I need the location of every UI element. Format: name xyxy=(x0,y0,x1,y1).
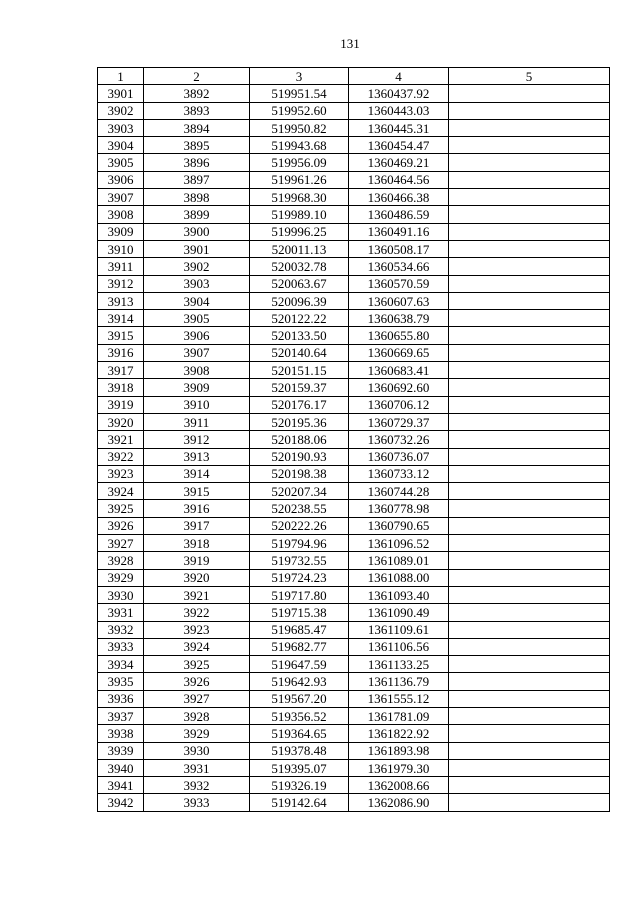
table-cell-col-2: 3892 xyxy=(144,85,250,102)
table-cell-col-5 xyxy=(449,240,610,257)
table-row xyxy=(98,119,610,136)
table-cell-col-4: 1360778.98 xyxy=(349,500,449,517)
table-row xyxy=(98,517,610,534)
table-cell-col-4: 1360508.17 xyxy=(349,240,449,257)
table-cell-col-4: 1360443.03 xyxy=(349,102,449,119)
table-row xyxy=(98,707,610,724)
column-header-3: 3 xyxy=(250,68,349,85)
table-cell-col-3: 519968.30 xyxy=(250,189,349,206)
table-cell-col-3: 519682.77 xyxy=(250,638,349,655)
table-cell-col-1: 3924 xyxy=(98,483,144,500)
table-cell-col-4: 1360469.21 xyxy=(349,154,449,171)
table-cell-col-3: 519142.64 xyxy=(250,794,349,811)
table-cell-col-1: 3940 xyxy=(98,759,144,776)
table-row xyxy=(98,275,610,292)
table-cell-col-2: 3917 xyxy=(144,517,250,534)
table-row xyxy=(98,292,610,309)
table-cell-col-5 xyxy=(449,119,610,136)
table-row xyxy=(98,413,610,430)
table-cell-col-4: 1361106.56 xyxy=(349,638,449,655)
column-header-1: 1 xyxy=(98,68,144,85)
table-cell-col-5 xyxy=(449,85,610,102)
table-row xyxy=(98,552,610,569)
table-row xyxy=(98,483,610,500)
column-header-5: 5 xyxy=(449,68,610,85)
table-cell-col-3: 519943.68 xyxy=(250,137,349,154)
table-cell-col-3: 519952.60 xyxy=(250,102,349,119)
table-cell-col-3: 519717.80 xyxy=(250,586,349,603)
table-row xyxy=(98,586,610,603)
table-cell-col-2: 3894 xyxy=(144,119,250,136)
coordinates-table xyxy=(97,67,610,812)
table-cell-col-4: 1360736.07 xyxy=(349,448,449,465)
table-cell-col-5 xyxy=(449,379,610,396)
table-cell-col-3: 520195.36 xyxy=(250,413,349,430)
table-cell-col-4: 1360683.41 xyxy=(349,362,449,379)
table-cell-col-3: 519989.10 xyxy=(250,206,349,223)
table-cell-col-2: 3905 xyxy=(144,310,250,327)
table-row xyxy=(98,742,610,759)
table-row xyxy=(98,362,610,379)
table-cell-col-5 xyxy=(449,742,610,759)
table-cell-col-5 xyxy=(449,621,610,638)
table-cell-col-5 xyxy=(449,725,610,742)
table-cell-col-4: 1360607.63 xyxy=(349,292,449,309)
table-cell-col-4: 1360706.12 xyxy=(349,396,449,413)
table-cell-col-2: 3931 xyxy=(144,759,250,776)
table-cell-col-4: 1361822.92 xyxy=(349,725,449,742)
table-cell-col-3: 519996.25 xyxy=(250,223,349,240)
table-cell-col-5 xyxy=(449,223,610,240)
table-cell-col-1: 3915 xyxy=(98,327,144,344)
table-cell-col-5 xyxy=(449,759,610,776)
table-cell-col-2: 3928 xyxy=(144,707,250,724)
table-cell-col-4: 1361136.79 xyxy=(349,673,449,690)
table-cell-col-2: 3932 xyxy=(144,777,250,794)
table-row xyxy=(98,137,610,154)
table-row xyxy=(98,171,610,188)
table-cell-col-4: 1360464.56 xyxy=(349,171,449,188)
table-cell-col-2: 3900 xyxy=(144,223,250,240)
table-cell-col-2: 3926 xyxy=(144,673,250,690)
table-cell-col-3: 519732.55 xyxy=(250,552,349,569)
table-cell-col-2: 3899 xyxy=(144,206,250,223)
table-cell-col-1: 3936 xyxy=(98,690,144,707)
table-cell-col-4: 1361133.25 xyxy=(349,656,449,673)
table-cell-col-2: 3904 xyxy=(144,292,250,309)
table-cell-col-2: 3897 xyxy=(144,171,250,188)
table-body xyxy=(98,85,610,811)
table-cell-col-5 xyxy=(449,310,610,327)
table-cell-col-2: 3927 xyxy=(144,690,250,707)
table-cell-col-2: 3924 xyxy=(144,638,250,655)
table-cell-col-4: 1360486.59 xyxy=(349,206,449,223)
table-cell-col-4: 1361096.52 xyxy=(349,535,449,552)
table-cell-col-4: 1361109.61 xyxy=(349,621,449,638)
table-cell-col-4: 1360729.37 xyxy=(349,413,449,430)
table-cell-col-2: 3912 xyxy=(144,431,250,448)
table-row xyxy=(98,431,610,448)
table-cell-col-1: 3917 xyxy=(98,362,144,379)
table-cell-col-4: 1360732.26 xyxy=(349,431,449,448)
table-cell-col-5 xyxy=(449,258,610,275)
table-row xyxy=(98,240,610,257)
table-cell-col-4: 1360790.65 xyxy=(349,517,449,534)
table-cell-col-1: 3908 xyxy=(98,206,144,223)
table-cell-col-1: 3920 xyxy=(98,413,144,430)
table-cell-col-2: 3908 xyxy=(144,362,250,379)
table-cell-col-3: 520122.22 xyxy=(250,310,349,327)
table-cell-col-5 xyxy=(449,673,610,690)
table-cell-col-1: 3926 xyxy=(98,517,144,534)
table-cell-col-5 xyxy=(449,292,610,309)
table-cell-col-5 xyxy=(449,500,610,517)
table-row xyxy=(98,638,610,655)
table-cell-col-1: 3907 xyxy=(98,189,144,206)
table-cell-col-5 xyxy=(449,656,610,673)
table-cell-col-4: 1360534.66 xyxy=(349,258,449,275)
table-row xyxy=(98,656,610,673)
table-row xyxy=(98,379,610,396)
table-cell-col-3: 520140.64 xyxy=(250,344,349,361)
column-header-2: 2 xyxy=(144,68,250,85)
table-cell-col-5 xyxy=(449,552,610,569)
table-cell-col-3: 519715.38 xyxy=(250,604,349,621)
table-cell-col-1: 3913 xyxy=(98,292,144,309)
table-cell-col-3: 519794.96 xyxy=(250,535,349,552)
table-row xyxy=(98,223,610,240)
table-cell-col-2: 3915 xyxy=(144,483,250,500)
table-cell-col-4: 1361093.40 xyxy=(349,586,449,603)
table-cell-col-5 xyxy=(449,604,610,621)
table-row xyxy=(98,189,610,206)
table-row xyxy=(98,604,610,621)
table-cell-col-3: 519956.09 xyxy=(250,154,349,171)
table-cell-col-1: 3903 xyxy=(98,119,144,136)
table-row xyxy=(98,206,610,223)
table-row xyxy=(98,102,610,119)
table-cell-col-1: 3938 xyxy=(98,725,144,742)
table-cell-col-4: 1360491.16 xyxy=(349,223,449,240)
table-row xyxy=(98,396,610,413)
table-cell-col-2: 3913 xyxy=(144,448,250,465)
table-cell-col-4: 1360655.80 xyxy=(349,327,449,344)
table-cell-col-4: 1361979.30 xyxy=(349,759,449,776)
table-cell-col-4: 1361893.98 xyxy=(349,742,449,759)
table-cell-col-4: 1360744.28 xyxy=(349,483,449,500)
table-cell-col-4: 1360733.12 xyxy=(349,465,449,482)
table-cell-col-5 xyxy=(449,189,610,206)
table-cell-col-5 xyxy=(449,275,610,292)
table-cell-col-1: 3901 xyxy=(98,85,144,102)
table-cell-col-4: 1360445.31 xyxy=(349,119,449,136)
table-cell-col-2: 3930 xyxy=(144,742,250,759)
table-cell-col-2: 3895 xyxy=(144,137,250,154)
table-cell-col-4: 1360570.59 xyxy=(349,275,449,292)
table-row xyxy=(98,725,610,742)
table-row xyxy=(98,85,610,102)
column-header-4: 4 xyxy=(349,68,449,85)
table-cell-col-5 xyxy=(449,431,610,448)
table-cell-col-1: 3927 xyxy=(98,535,144,552)
table-cell-col-4: 1362086.90 xyxy=(349,794,449,811)
table-cell-col-3: 519951.54 xyxy=(250,85,349,102)
table-cell-col-1: 3902 xyxy=(98,102,144,119)
table-cell-col-1: 3918 xyxy=(98,379,144,396)
table-cell-col-3: 519647.59 xyxy=(250,656,349,673)
table-cell-col-1: 3925 xyxy=(98,500,144,517)
table-cell-col-5 xyxy=(449,586,610,603)
table-cell-col-1: 3931 xyxy=(98,604,144,621)
table-cell-col-4: 1361090.49 xyxy=(349,604,449,621)
table-cell-col-3: 520032.78 xyxy=(250,258,349,275)
table-row xyxy=(98,690,610,707)
table-cell-col-4: 1362008.66 xyxy=(349,777,449,794)
table-cell-col-3: 520159.37 xyxy=(250,379,349,396)
table-cell-col-2: 3906 xyxy=(144,327,250,344)
table-row xyxy=(98,448,610,465)
table-cell-col-3: 520198.38 xyxy=(250,465,349,482)
table-cell-col-1: 3935 xyxy=(98,673,144,690)
table-cell-col-1: 3923 xyxy=(98,465,144,482)
table-row xyxy=(98,154,610,171)
table-cell-col-5 xyxy=(449,535,610,552)
table-cell-col-5 xyxy=(449,154,610,171)
table-cell-col-1: 3910 xyxy=(98,240,144,257)
table-row xyxy=(98,327,610,344)
table-row xyxy=(98,535,610,552)
table-cell-col-5 xyxy=(449,448,610,465)
table-cell-col-1: 3904 xyxy=(98,137,144,154)
table-cell-col-5 xyxy=(449,206,610,223)
table-cell-col-1: 3942 xyxy=(98,794,144,811)
table-row xyxy=(98,569,610,586)
table-cell-col-3: 519685.47 xyxy=(250,621,349,638)
table-cell-col-3: 519642.93 xyxy=(250,673,349,690)
table-cell-col-3: 519378.48 xyxy=(250,742,349,759)
table-cell-col-5 xyxy=(449,171,610,188)
table-header-row xyxy=(98,68,610,85)
page-number: 131 xyxy=(340,36,360,51)
table-cell-col-1: 3909 xyxy=(98,223,144,240)
table-cell-col-3: 520222.26 xyxy=(250,517,349,534)
table-cell-col-4: 1360692.60 xyxy=(349,379,449,396)
table-cell-col-2: 3907 xyxy=(144,344,250,361)
table-cell-col-2: 3933 xyxy=(144,794,250,811)
table-cell-col-5 xyxy=(449,777,610,794)
table-cell-col-5 xyxy=(449,483,610,500)
table-cell-col-3: 519326.19 xyxy=(250,777,349,794)
table-cell-col-5 xyxy=(449,413,610,430)
table-cell-col-3: 519724.23 xyxy=(250,569,349,586)
table-row xyxy=(98,777,610,794)
table-cell-col-5 xyxy=(449,707,610,724)
table-cell-col-3: 520011.13 xyxy=(250,240,349,257)
table-cell-col-2: 3920 xyxy=(144,569,250,586)
table-cell-col-1: 3929 xyxy=(98,569,144,586)
table-cell-col-1: 3941 xyxy=(98,777,144,794)
table-cell-col-3: 519961.26 xyxy=(250,171,349,188)
table-cell-col-2: 3903 xyxy=(144,275,250,292)
table-cell-col-1: 3916 xyxy=(98,344,144,361)
table-cell-col-4: 1361781.09 xyxy=(349,707,449,724)
table-cell-col-1: 3914 xyxy=(98,310,144,327)
table-cell-col-2: 3918 xyxy=(144,535,250,552)
table-cell-col-2: 3896 xyxy=(144,154,250,171)
table-cell-col-2: 3909 xyxy=(144,379,250,396)
table-row xyxy=(98,759,610,776)
table-cell-col-1: 3905 xyxy=(98,154,144,171)
table-cell-col-4: 1361089.01 xyxy=(349,552,449,569)
table-cell-col-5 xyxy=(449,794,610,811)
table-cell-col-3: 519356.52 xyxy=(250,707,349,724)
table-cell-col-2: 3893 xyxy=(144,102,250,119)
table-cell-col-1: 3906 xyxy=(98,171,144,188)
table-cell-col-2: 3901 xyxy=(144,240,250,257)
table-cell-col-1: 3933 xyxy=(98,638,144,655)
table-cell-col-3: 520176.17 xyxy=(250,396,349,413)
table-cell-col-5 xyxy=(449,517,610,534)
table-row xyxy=(98,794,610,811)
table-cell-col-5 xyxy=(449,690,610,707)
table-row xyxy=(98,465,610,482)
table-cell-col-1: 3939 xyxy=(98,742,144,759)
table-cell-col-3: 520096.39 xyxy=(250,292,349,309)
table-row xyxy=(98,673,610,690)
table-cell-col-5 xyxy=(449,362,610,379)
table-cell-col-3: 519567.20 xyxy=(250,690,349,707)
table-cell-col-2: 3925 xyxy=(144,656,250,673)
table-row xyxy=(98,344,610,361)
table-cell-col-2: 3921 xyxy=(144,586,250,603)
table-row xyxy=(98,500,610,517)
table-cell-col-5 xyxy=(449,396,610,413)
table-cell-col-3: 520133.50 xyxy=(250,327,349,344)
table-cell-col-2: 3929 xyxy=(144,725,250,742)
table-cell-col-1: 3911 xyxy=(98,258,144,275)
table-cell-col-4: 1360669.65 xyxy=(349,344,449,361)
table-cell-col-1: 3930 xyxy=(98,586,144,603)
table-cell-col-1: 3922 xyxy=(98,448,144,465)
table-cell-col-2: 3916 xyxy=(144,500,250,517)
table-cell-col-3: 519364.65 xyxy=(250,725,349,742)
table-cell-col-3: 520238.55 xyxy=(250,500,349,517)
table-row xyxy=(98,310,610,327)
table-cell-col-5 xyxy=(449,137,610,154)
table-cell-col-3: 520207.34 xyxy=(250,483,349,500)
table-cell-col-1: 3934 xyxy=(98,656,144,673)
table-cell-col-2: 3911 xyxy=(144,413,250,430)
table-cell-col-5 xyxy=(449,569,610,586)
table-cell-col-5 xyxy=(449,638,610,655)
table-cell-col-5 xyxy=(449,344,610,361)
table-cell-col-4: 1361088.00 xyxy=(349,569,449,586)
table-cell-col-4: 1360466.38 xyxy=(349,189,449,206)
table-cell-col-2: 3919 xyxy=(144,552,250,569)
table-cell-col-5 xyxy=(449,102,610,119)
table-cell-col-2: 3898 xyxy=(144,189,250,206)
table-cell-col-1: 3932 xyxy=(98,621,144,638)
table-cell-col-1: 3921 xyxy=(98,431,144,448)
table-cell-col-4: 1360638.79 xyxy=(349,310,449,327)
table-row xyxy=(98,621,610,638)
table-cell-col-3: 520190.93 xyxy=(250,448,349,465)
table-cell-col-5 xyxy=(449,465,610,482)
table-cell-col-1: 3912 xyxy=(98,275,144,292)
table-cell-col-2: 3910 xyxy=(144,396,250,413)
table-cell-col-2: 3922 xyxy=(144,604,250,621)
table-cell-col-1: 3937 xyxy=(98,707,144,724)
table-cell-col-4: 1361555.12 xyxy=(349,690,449,707)
table-cell-col-4: 1360454.47 xyxy=(349,137,449,154)
table-row xyxy=(98,258,610,275)
table-cell-col-1: 3928 xyxy=(98,552,144,569)
table-cell-col-3: 520188.06 xyxy=(250,431,349,448)
table-cell-col-3: 520063.67 xyxy=(250,275,349,292)
table-cell-col-5 xyxy=(449,327,610,344)
table-cell-col-1: 3919 xyxy=(98,396,144,413)
table-cell-col-2: 3914 xyxy=(144,465,250,482)
table-cell-col-2: 3923 xyxy=(144,621,250,638)
table-cell-col-3: 520151.15 xyxy=(250,362,349,379)
table-cell-col-3: 519395.07 xyxy=(250,759,349,776)
table-cell-col-4: 1360437.92 xyxy=(349,85,449,102)
table-cell-col-3: 519950.82 xyxy=(250,119,349,136)
table-cell-col-2: 3902 xyxy=(144,258,250,275)
